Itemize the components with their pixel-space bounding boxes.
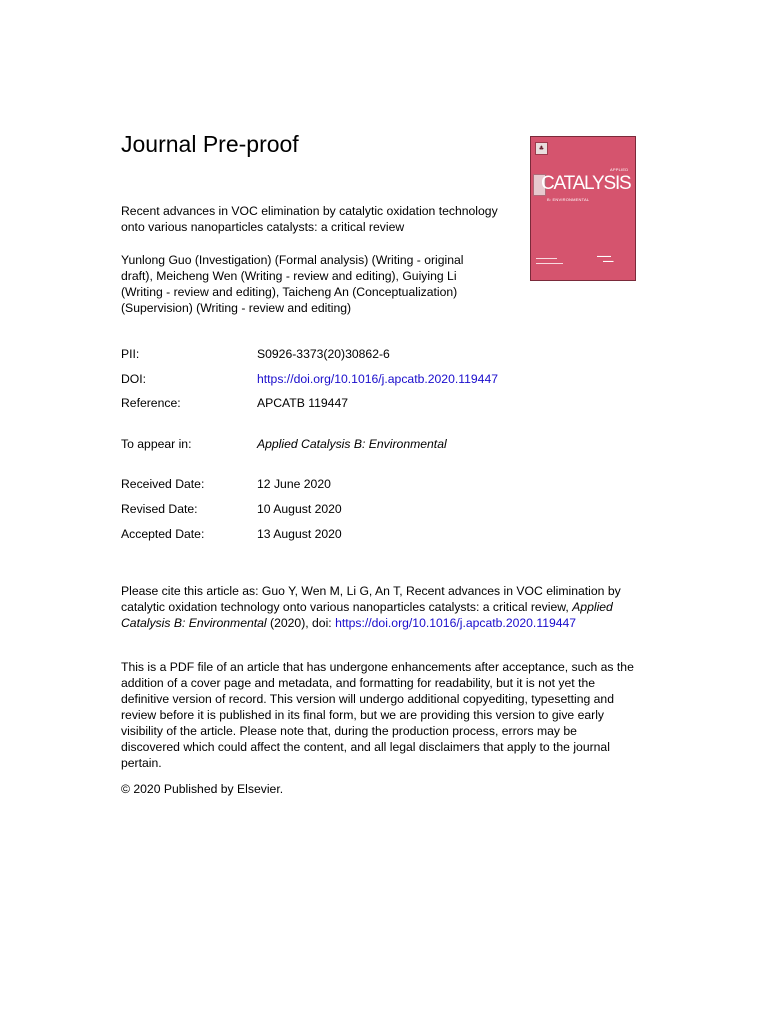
pii-row (121, 346, 390, 362)
cover-catalysis-label: CATALYSIS (541, 173, 631, 194)
cover-fine-print: ▬▬▬▬▬▬▬ (536, 256, 557, 260)
citation-journal: Applied Catalysis B: Environmental (121, 600, 613, 630)
journal-cover (530, 136, 636, 281)
citation-doi-link[interactable]: https://doi.org/10.1016/j.apcatb.2020.119447 (335, 616, 577, 630)
pii-value: S0926-3373(20)30862-6 (257, 347, 390, 361)
doi-link[interactable]: https://doi.org/10.1016/j.apcatb.2020.119447 (257, 372, 499, 386)
revised-value: 10 August 2020 (257, 502, 342, 516)
received-row (121, 476, 331, 492)
cover-subtitle: B: ENVIRONMENTAL (547, 197, 590, 202)
reference-row (121, 395, 348, 411)
citation-paragraph (121, 583, 651, 631)
reference-label: Reference: (121, 396, 181, 410)
revised-row (121, 501, 342, 517)
cover-applied-label: APPLIED (610, 167, 629, 172)
doi-label: DOI: (121, 372, 147, 386)
cover-fine-print: ▬▬▬▬▬▬▬▬▬ (536, 261, 563, 265)
appear-in-value: Applied Catalysis B: Environmental (257, 437, 447, 451)
cover-publisher-mark: ▬▬▬▬ (597, 254, 611, 258)
doi-row (121, 371, 498, 387)
citation-text: Please cite this article as: Guo Y, Wen M, Li G, An T, Recent advances in VOC elimination by catalytic oxidation technology onto various nanoparticles catalysts: a critical review, (121, 584, 621, 614)
revised-label: Revised Date: (121, 502, 198, 516)
article-title: Recent advances in VOC elimination by catalytic oxidation technology onto various nanoparticles catalysts: a critical review (121, 204, 498, 234)
citation-year: (2020), (266, 616, 313, 630)
reference-value: APCATB 119447 (257, 396, 349, 410)
pii-label: PII: (121, 347, 140, 361)
received-label: Received Date: (121, 477, 205, 491)
cover-publisher-mark: ▬▬▬ (603, 259, 614, 263)
authors: Yunlong Guo (Investigation) (Formal analysis) (Writing - original draft), Meicheng Wen (Writing - review and editing), Guiying Li (Writing - review and editing), Taicheng An (Conceptualization) (Supervision) (Writing - review and editing) (121, 253, 464, 315)
elsevier-tree-icon: ♣ (535, 142, 548, 155)
appear-in-row (121, 436, 447, 452)
journal-title: Journal Pre-proof (121, 131, 299, 157)
received-value: 12 June 2020 (257, 477, 331, 491)
preproof-notice: This is a PDF file of an article that has undergone enhancements after acceptance, such as the addition of a cover page and metadata, and formatting for readability, but it is not yet the definitive version of record. This version will undergo additional copyediting, typesetting and review before it is published in its final form, but we are providing this version to give early visibility of the article. Please note that, during the production process, errors may be discovered which could affect the content, and all legal disclaimers that apply to the journal pertain. (121, 660, 634, 770)
copyright-notice: © 2020 Published by Elsevier. (121, 782, 284, 796)
accepted-label: Accepted Date: (121, 527, 205, 541)
accepted-value: 13 August 2020 (257, 527, 342, 541)
accepted-row (121, 526, 342, 542)
citation-doi-label: doi: (312, 616, 336, 630)
appear-in-label: To appear in: (121, 437, 192, 451)
